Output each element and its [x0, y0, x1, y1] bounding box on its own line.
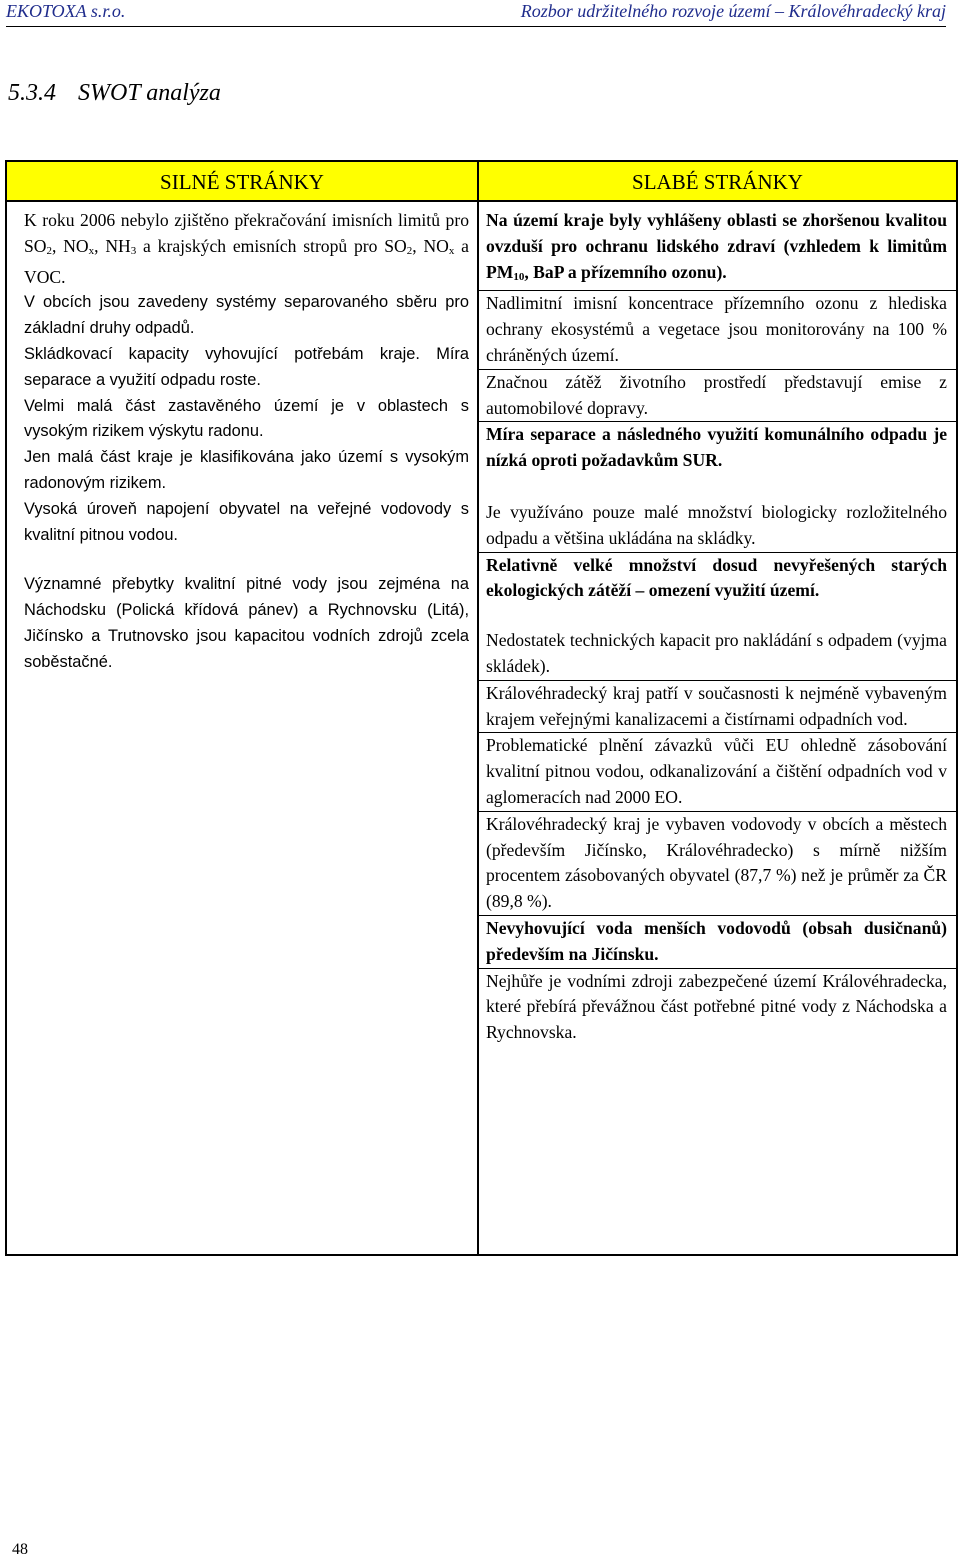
strength-item-water-supply: Vysoká úroveň napojení obyvatel na veřejné vodovody s kvalitní pitnou vodou.: [24, 499, 469, 544]
strengths-list: [7, 208, 477, 676]
subscript: 10: [513, 270, 525, 283]
section-title: SWOT analýza: [78, 80, 221, 106]
strength-item-text: , NH: [94, 235, 131, 256]
weakness-item-biowaste: Je využíváno pouze malé množství biologicky rozložitelného odpadu a většina ukládána na skládky.: [486, 501, 947, 548]
strength-item-text: , NO: [52, 235, 89, 256]
strength-item-text: a VOC.: [24, 235, 469, 287]
weakness-item-nitrates: Nevyhovující voda menších vodovodů (obsah dusičnanů) především na Jičínsku.: [486, 917, 947, 964]
strength-item-emissions: [24, 208, 469, 290]
weakness-item-waste-capacity: Nedostatek technických kapacit pro nakládání s odpadem (vyjma skládek).: [486, 630, 947, 676]
subscript: 2: [46, 244, 52, 257]
strength-item-water-surplus: Významné přebytky kvalitní pitné vody jsou zejména na Náchodsku (Polická křídová pánev) a Rychnovsku (Litá), Jičínsko a Trutnovsko jsou kapacitou vodních zdrojů zcela soběstačné.: [24, 575, 469, 671]
header-company: EKOTOXA s.r.o.: [6, 1, 126, 21]
strength-item-radon-area: Velmi malá část zastavěného území je v oblastech s vysokým rizikem výskytu radonu.: [24, 396, 469, 441]
strengths-cell: [6, 201, 478, 1255]
weakness-item-old-burdens: Relativně velké množství dosud nevyřešených starých ekologických zátěží – omezení využití území.: [486, 554, 947, 601]
weakness-item-ozone: Nadlimitní imisní koncentrace přízemního ozonu z hlediska ochrany ekosystémů a vegetace jsou monitorovány na 100 % chráněných území.: [486, 293, 947, 365]
weaknesses-heading: SLABÉ STRÁNKY: [478, 161, 957, 201]
weakness-item-water-coverage: Královéhradecký kraj je vybaven vodovody v obcích a městech (především Jičínsko, Královéhradecko) s mírně nižším procentem zásobovaných obyvatel (87,7 %) než je průměr za ČR (89,8 %).: [486, 813, 947, 912]
weakness-item-text: , BaP a přízemního ozonu).: [524, 261, 727, 282]
subscript: x: [448, 244, 455, 257]
strengths-heading: SILNÉ STRÁNKY: [6, 161, 478, 201]
header-document-title: Rozbor udržitelného rozvoje území – Královéhradecký kraj: [520, 1, 946, 21]
strength-item-text: a krajských emisních stropů pro SO: [136, 235, 407, 256]
section-number: 5.3.4: [8, 80, 56, 106]
swot-body-row: [6, 201, 957, 1255]
swot-header-row: [6, 161, 957, 201]
strength-item-separation: V obcích jsou zavedeny systémy separovaného sběru pro základní druhy odpadů.: [24, 293, 469, 338]
weakness-item-text: Na území kraje byly vyhlášeny oblasti se zhoršenou kvalitou ovzduší pro ochranu lidského zdraví (vzhledem k limitům PM: [486, 210, 947, 282]
weakness-item-traffic: Značnou zátěž životního prostředí představují emise z automobilové dopravy.: [486, 371, 947, 418]
subscript: 3: [130, 244, 137, 257]
weaknesses-list: [479, 208, 956, 1046]
strength-item-text: , NO: [412, 235, 449, 256]
weakness-item-air-quality: [486, 208, 947, 290]
subscript: 2: [406, 244, 413, 257]
subscript: x: [88, 244, 95, 257]
weakness-item-sewerage: Královéhradecký kraj patří v současnosti k nejméně vybaveným krajem veřejnými kanalizacemi a čistírnami odpadních vod.: [486, 682, 947, 729]
swot-table: [5, 160, 958, 1256]
strength-item-text: K roku 2006 nebylo zjištěno překračování imisních limitů pro SO: [24, 210, 469, 256]
weaknesses-cell: [478, 201, 957, 1255]
weakness-item-water-sources: Nejhůře je vodními zdroji zabezpečené území Královéhradecka, které přebírá převážnou část potřebné pitné vody z Náchodska a Rychnovska.: [486, 970, 947, 1043]
strength-item-radon-risk: Jen malá část kraje je klasifikována jako území s vysokým radonovým rizikem.: [24, 448, 469, 492]
page-header: [6, 0, 946, 27]
strength-item-landfill: Skládkovací kapacity vyhovující potřebám kraje. Míra separace a využití odpadu roste.: [24, 344, 469, 389]
page-number: 48: [12, 1541, 28, 1558]
weakness-item-eu-commitments: Problematické plnění závazků vůči EU ohledně zásobování kvalitní pitnou vodou, odkanalizování a čištění odpadních vod v aglomeracích nad 2000 EO.: [486, 735, 947, 807]
weakness-item-waste-separation: Míra separace a následného využití komunálního odpadu je nízká oproti požadavkům SUR.: [486, 424, 947, 471]
section-heading: [8, 80, 221, 107]
